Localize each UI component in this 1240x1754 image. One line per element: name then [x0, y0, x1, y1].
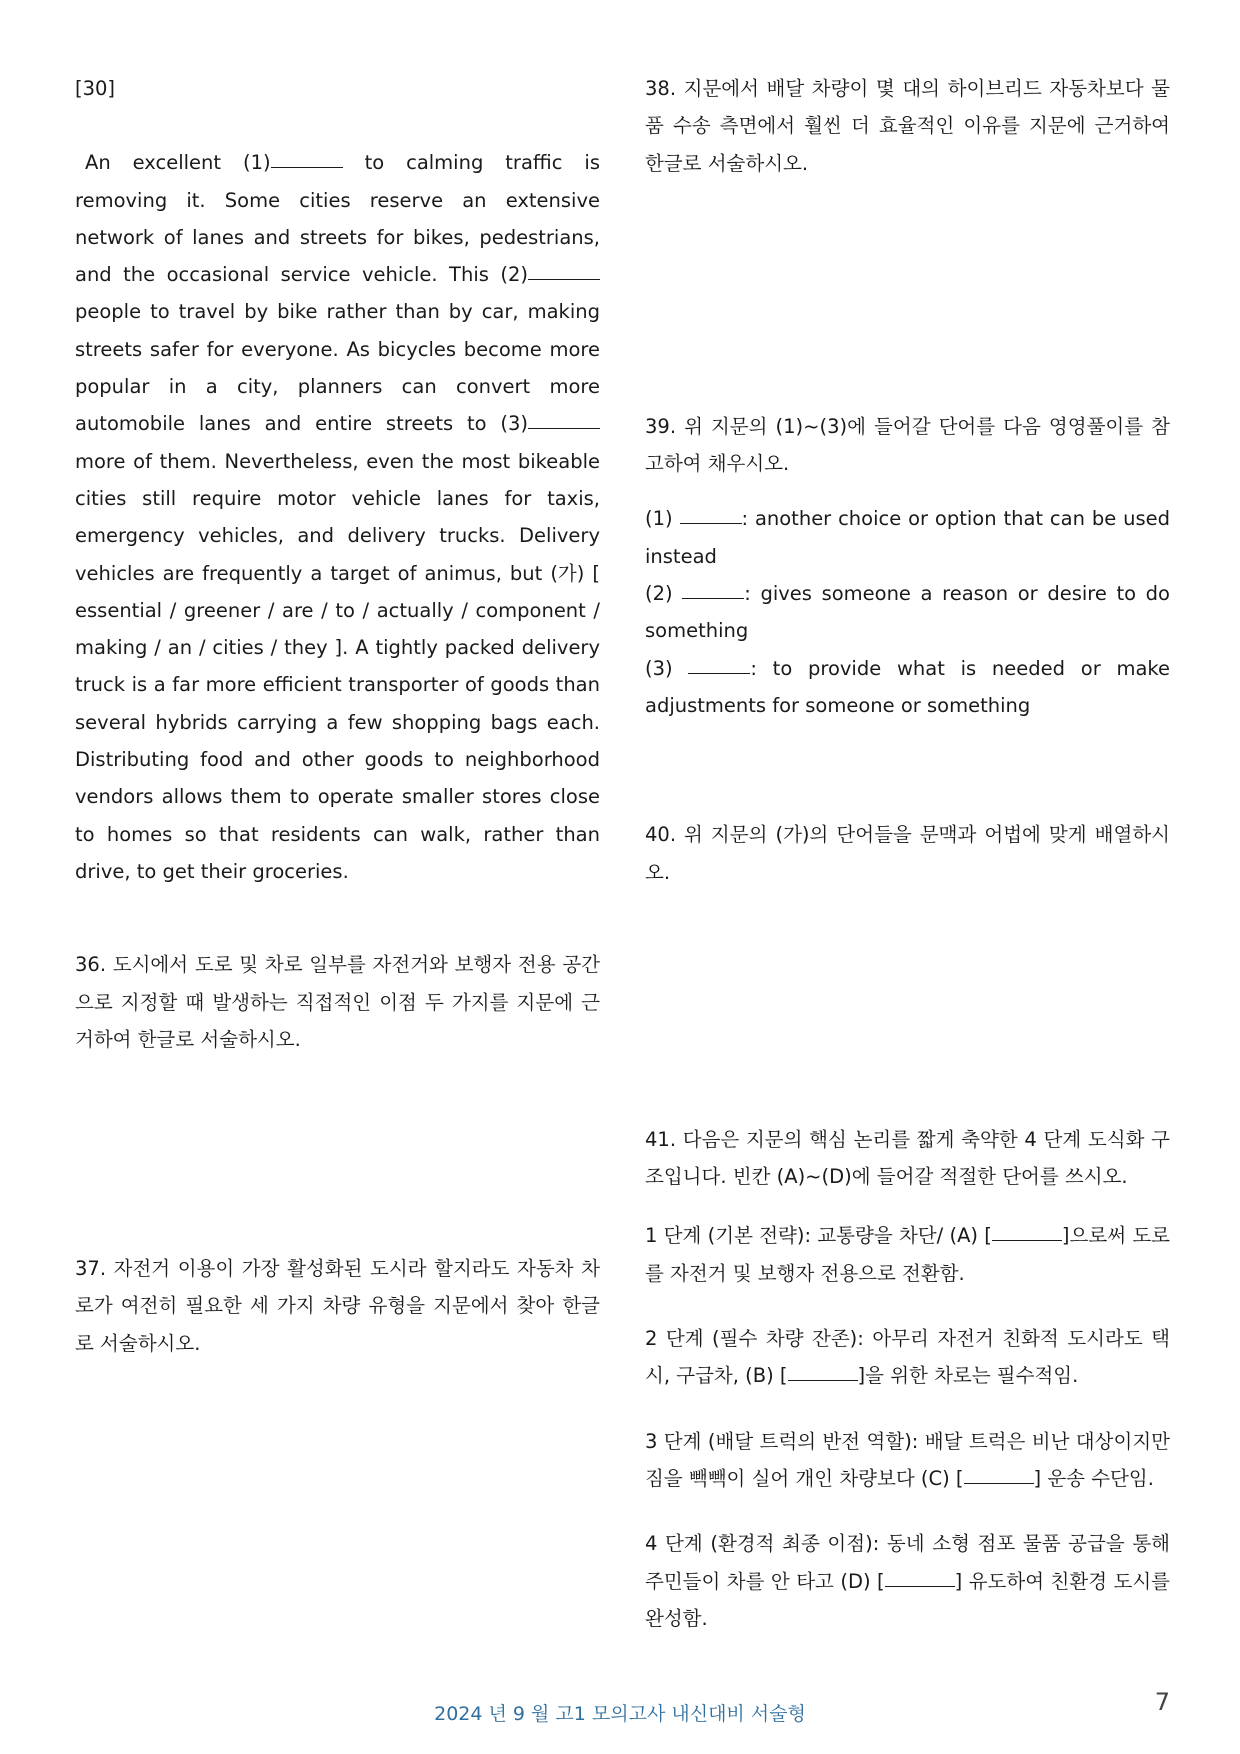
- question-39: 39. 위 지문의 (1)~(3)에 들어갈 단어를 다음 영영풀이를 참고하여 채우시오.: [645, 414, 1170, 476]
- step-1: [645, 1217, 1170, 1292]
- blank-1: [271, 167, 343, 168]
- page-number: 7: [1154, 1688, 1170, 1716]
- q39-item-3-def: : to provide what is needed or make adjustments for someone or something: [645, 656, 1170, 717]
- q39-item-2: [645, 575, 1170, 650]
- step-3-text-b: ] 운송 수단임.: [1033, 1466, 1154, 1490]
- step-3-blank: [964, 1483, 1034, 1484]
- page-footer: 2024 년 9 월 고1 모의고사 내신대비 서술형: [434, 1703, 806, 1725]
- q39-item-1-def: : another choice or option that can be used instead: [645, 507, 1170, 568]
- question-41: 41. 다음은 지문의 핵심 논리를 짧게 축약한 4 단계 도식화 구조입니다. 빈칸 (A)~(D)에 들어갈 적절한 단어를 쓰시오.: [645, 1127, 1170, 1189]
- q39-blank-3: [688, 673, 750, 674]
- step-2-blank: [788, 1380, 858, 1381]
- step-2-text-a: 2 단계 (필수 차량 잔존): 아무리 자전거 친화적 도시라도 택시, 구급차, (B) [: [645, 1327, 1170, 1388]
- q39-item-3-num: (3): [645, 656, 689, 680]
- question-37: 37. 자전거 이용이 가장 활성화된 도시라 할지라도 자동차 차로가 여전히 필요한 세 가지 차량 유형을 지문에서 찾아 한글로 서술하시오.: [75, 1257, 600, 1355]
- step-1-text-a: 1 단계 (기본 전략): 교통량을 차단/ (A) [: [645, 1224, 992, 1248]
- step-4-blank: [885, 1586, 955, 1587]
- question-36: 36. 도시에서 도로 및 차로 일부를 자전거와 보행자 전용 공간으로 지정할 때 발생하는 직접적인 이점 두 가지를 지문에 근거하여 한글로 서술하시오.: [75, 953, 600, 1051]
- q39-item-1-num: (1): [645, 507, 680, 531]
- step-3-text-a: 3 단계 (배달 트럭의 반전 역할): 배달 트럭은 비난 대상이지만 짐을 빽빽이 실어 개인 차량보다 (C) [: [645, 1429, 1170, 1490]
- step-4: [645, 1525, 1170, 1637]
- step-4-text-a: 4 단계 (환경적 최종 이점): 동네 소형 점포 물품 공급을 통해 주민들이 차를 안 타고 (D) [: [645, 1532, 1170, 1593]
- passage-number: [30]: [75, 77, 116, 100]
- q39-blank-1: [680, 523, 742, 524]
- q39-item-2-num: (2): [645, 582, 683, 606]
- passage-part-4: more of them. Nevertheless, even the most bikeable cities still require motor vehicle lanes for taxis, emergency vehicles, and delivery trucks. Delivery vehicles are frequently a target of animus, but (가) [ essential / greener / are / to / actually / component / making / an / cities / they ]. A tightly packed delivery truck is a far more efficient transporter of goods than several hybrids carrying a few shopping bags each. Distributing food and other goods to neighborhood vendors allows them to operate smaller stores close to homes so that residents can walk, rather than drive, to get their groceries.: [75, 449, 600, 883]
- left-column: [75, 70, 600, 1362]
- step-1-blank: [992, 1240, 1062, 1241]
- step-3: [645, 1423, 1170, 1498]
- passage-part-3: people to travel by bike rather than by car, making streets safer for everyone. As bicycles become more popular in a city, planners can convert more automobile lanes and entire streets to (3): [75, 300, 600, 436]
- q39-item-2-def: : gives someone a reason or desire to do something: [645, 582, 1170, 643]
- step-4-text-b: ] 유도하여 친환경 도시를 완성함.: [645, 1569, 1170, 1630]
- passage-text: [75, 144, 600, 890]
- q39-item-3: [645, 650, 1170, 725]
- step-2-text-b: ]을 위한 차로는 필수적임.: [857, 1364, 1079, 1388]
- question-38: 38. 지문에서 배달 차량이 몇 대의 하이브리드 자동차보다 물품 수송 측면에서 훨씬 더 효율적인 이유를 지문에 근거하여 한글로 서술하시오.: [645, 77, 1170, 175]
- step-1-text-b: ]으로써 도로를 자전거 및 보행자 전용으로 전환함.: [645, 1224, 1170, 1285]
- passage-part-2: to calming traffic is removing it. Some cities reserve an extensive network of lanes and streets for bikes, pedestrians, and the occasional service vehicle. This (2): [75, 151, 600, 287]
- question-40: 40. 위 지문의 (가)의 단어들을 문맥과 어법에 맞게 배열하시오.: [645, 823, 1170, 884]
- passage-part-1: An excellent (1): [85, 151, 271, 175]
- blank-2: [528, 279, 600, 280]
- q39-item-1: [645, 500, 1170, 575]
- q39-blank-2: [682, 598, 744, 599]
- step-2: [645, 1320, 1170, 1395]
- blank-3: [528, 428, 600, 429]
- right-column: [645, 70, 1170, 1637]
